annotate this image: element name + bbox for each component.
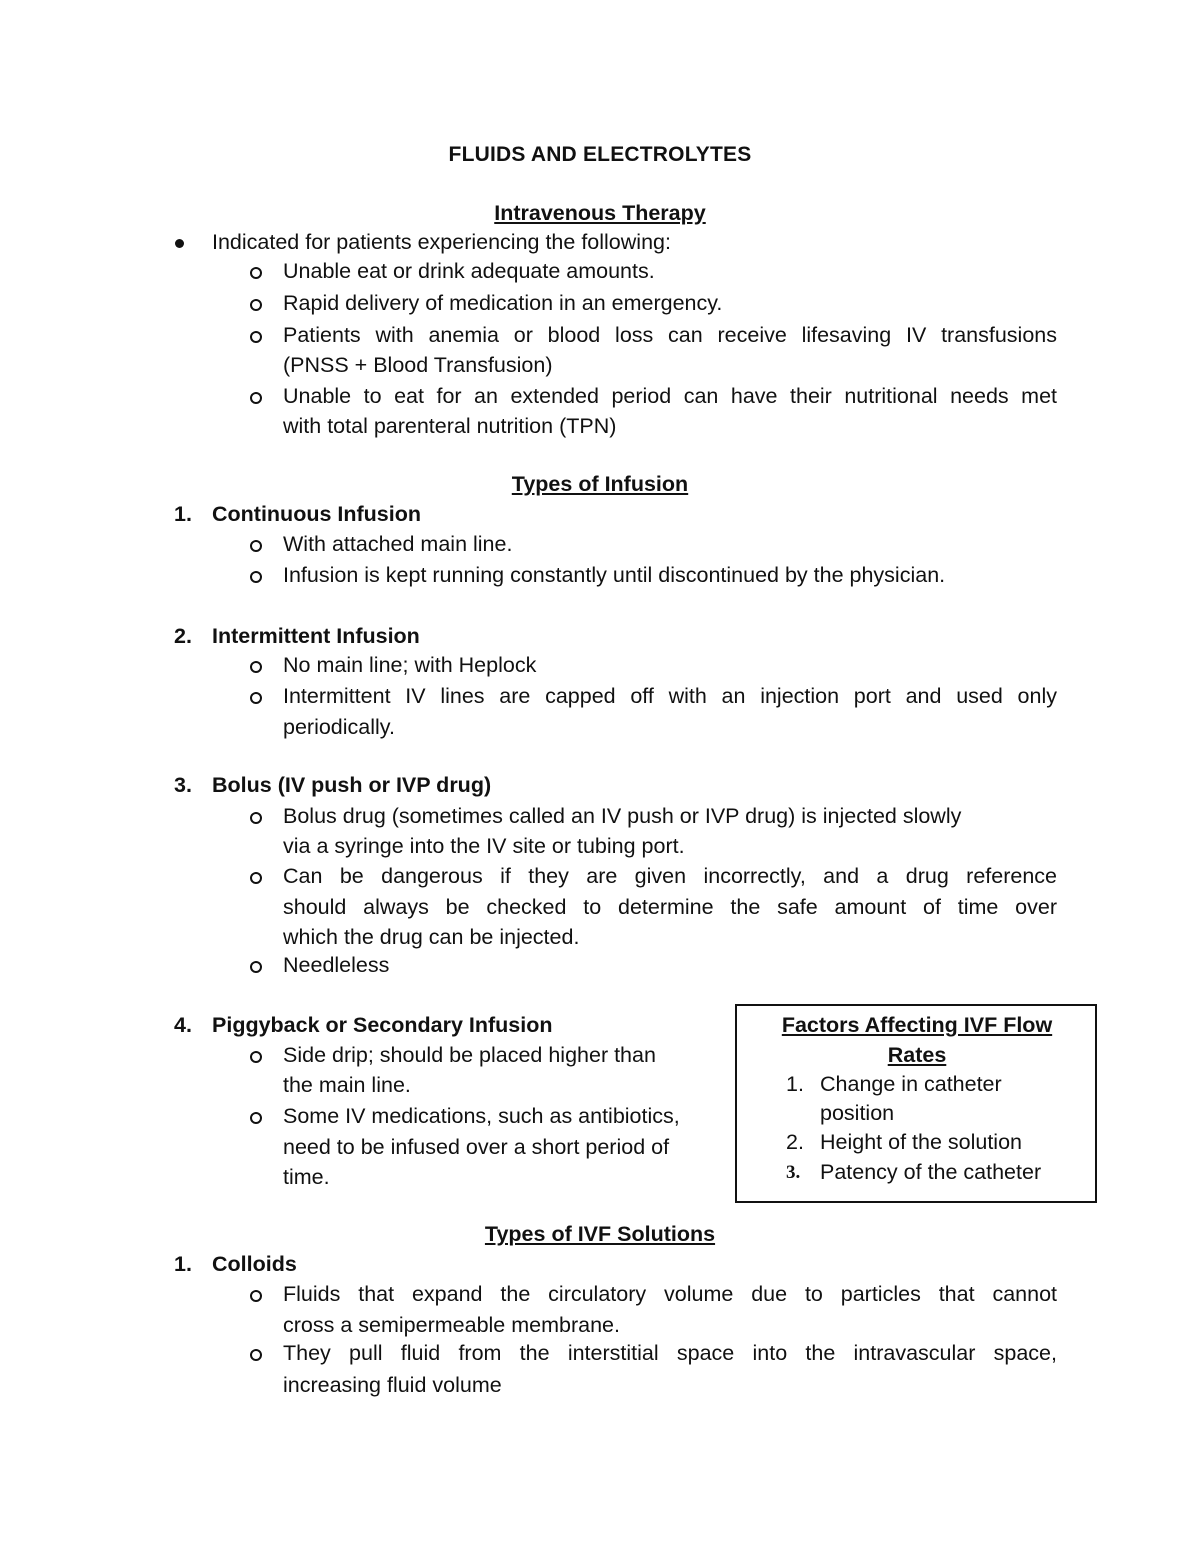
bullet-circle-icon xyxy=(250,661,262,673)
flow-rate-item: Height of the solution xyxy=(820,1130,1022,1154)
flow-rate-item-cont: position xyxy=(820,1101,895,1125)
infusion-bullet-cont: should always be checked to determine the safe amount of time over xyxy=(283,895,1057,919)
infusion-bullet-cont: need to be infused over a short period of xyxy=(283,1135,670,1159)
iv-item-3-line-2: (PNSS + Blood Transfusion) xyxy=(283,353,553,377)
section-heading-types-of-infusion: Types of Infusion xyxy=(511,472,689,496)
iv-item-1: Unable eat or drink adequate amounts. xyxy=(283,259,655,283)
iv-item-4-line-1: Unable to eat for an extended period can have their nutritional needs met xyxy=(283,384,1057,408)
solution-type-heading: Colloids xyxy=(212,1252,297,1276)
infusion-bullet-cont: via a syringe into the IV site or tubing port. xyxy=(283,834,685,858)
flow-rate-number: 2. xyxy=(786,1130,804,1154)
flow-rate-item: Change in catheter xyxy=(820,1072,1002,1096)
infusion-bullet: With attached main line. xyxy=(283,532,513,556)
iv-item-4-line-2: with total parenteral nutrition (TPN) xyxy=(283,414,617,438)
bullet-circle-icon xyxy=(250,540,262,552)
bullet-circle-icon xyxy=(250,692,262,704)
bullet-circle-icon xyxy=(250,872,262,884)
section-heading-ivf-solutions: Types of IVF Solutions xyxy=(484,1222,716,1246)
bullet-circle-icon xyxy=(250,1349,262,1361)
flow-rate-number: 3. xyxy=(786,1162,801,1183)
infusion-bullet: Needleless xyxy=(283,953,390,977)
infusion-bullet: Side drip; should be placed higher than xyxy=(283,1043,656,1067)
infusion-bullet-cont: which the drug can be injected. xyxy=(283,925,580,949)
bullet-circle-icon xyxy=(250,267,262,279)
bullet-circle-icon xyxy=(250,1112,262,1124)
infusion-type-heading: Piggyback or Secondary Infusion xyxy=(212,1013,553,1037)
infusion-number: 1. xyxy=(174,502,192,526)
bullet-circle-icon xyxy=(250,571,262,583)
infusion-type-heading: Continuous Infusion xyxy=(212,502,421,526)
bullet-circle-icon xyxy=(250,1051,262,1063)
bullet-circle-icon xyxy=(250,331,262,343)
bullet-circle-icon xyxy=(250,961,262,973)
infusion-bullet: Some IV medications, such as antibiotics, xyxy=(283,1104,680,1128)
flow-rate-item: Patency of the catheter xyxy=(820,1160,1042,1184)
iv-item-2: Rapid delivery of medication in an emergency. xyxy=(283,291,723,315)
section-heading-iv-therapy: Intravenous Therapy xyxy=(494,201,706,225)
solution-bullet-cont: increasing fluid volume xyxy=(283,1373,502,1397)
infusion-bullet: Bolus drug (sometimes called an IV push or IVP drug) is injected slowly xyxy=(283,804,962,828)
iv-item-3-line-1: Patients with anemia or blood loss can receive lifesaving IV transfusions xyxy=(283,323,1057,347)
infusion-number: 4. xyxy=(174,1013,192,1037)
infusion-number: 2. xyxy=(174,624,192,648)
solution-number: 1. xyxy=(174,1252,192,1276)
flow-rates-box-title: Rates xyxy=(887,1043,947,1067)
bullet-circle-icon xyxy=(250,812,262,824)
infusion-bullet: Infusion is kept running constantly until discontinued by the physician. xyxy=(283,563,946,587)
infusion-bullet: Can be dangerous if they are given incorrectly, and a drug reference xyxy=(283,864,1057,888)
flow-rates-box-title: Factors Affecting IVF Flow xyxy=(781,1013,1053,1037)
infusion-type-heading: Intermittent Infusion xyxy=(212,624,420,648)
bullet-circle-icon xyxy=(250,299,262,311)
infusion-bullet: Intermittent IV lines are capped off with an injection port and used only xyxy=(283,684,1057,708)
solution-bullet-cont: cross a semipermeable membrane. xyxy=(283,1313,620,1337)
bullet-disc-icon xyxy=(175,239,184,248)
document-title: FLUIDS AND ELECTROLYTES xyxy=(448,143,752,166)
infusion-bullet-cont: the main line. xyxy=(283,1073,411,1097)
infusion-bullet-cont: time. xyxy=(283,1165,330,1189)
solution-bullet: They pull fluid from the interstitial space into the intravascular space, xyxy=(283,1341,1057,1365)
infusion-number: 3. xyxy=(174,773,192,797)
flow-rate-number: 1. xyxy=(786,1072,804,1096)
infusion-bullet: No main line; with Heplock xyxy=(283,653,537,677)
bullet-circle-icon xyxy=(250,1290,262,1302)
bullet-circle-icon xyxy=(250,392,262,404)
solution-bullet: Fluids that expand the circulatory volume due to particles that cannot xyxy=(283,1282,1057,1306)
infusion-type-heading: Bolus (IV push or IVP drug) xyxy=(212,773,492,797)
infusion-bullet-cont: periodically. xyxy=(283,715,395,739)
iv-therapy-intro: Indicated for patients experiencing the following: xyxy=(212,230,671,254)
